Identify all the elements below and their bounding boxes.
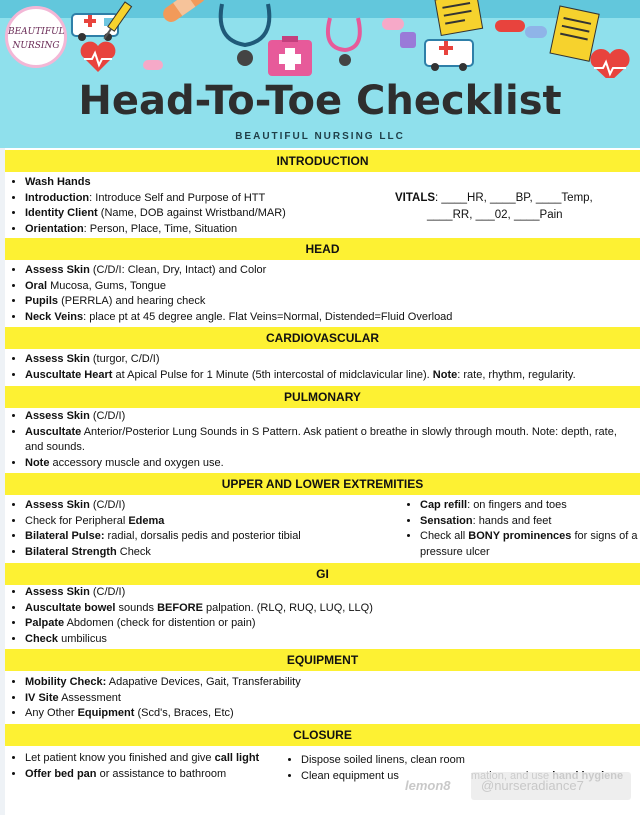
list-item: • IV Site Assessment [25,691,625,707]
notepad-icon [550,6,599,61]
stethoscope-icon [328,18,360,66]
list-item: • Auscultate Anterior/Posterior Lung Sounds in S Pattern. Ask patient o breathe in slowly through mouth. Note: depth, rate, and sounds. [25,425,637,456]
stethoscope-icon [221,4,270,66]
pulmonary-list [5,409,637,471]
list-item: • Assess Skin (C/D/I) [25,409,637,425]
section-heading-extremities: UPPER AND LOWER EXTREMITIES [5,473,640,495]
page-title: Head-To-Toe Checklist [78,78,562,124]
list-item: • Auscultate bowel sounds BEFORE palpation. (RLQ, RUQ, LUQ, LLQ) [25,601,625,617]
extremities-list-right [400,498,640,560]
ambulance-icon [425,40,473,71]
watermark-handle: @nurseradiance7 [471,772,631,800]
list-item: • Note accessory muscle and oxygen use. [25,456,637,472]
extremities-list-left [5,498,415,560]
introduction-list [5,175,395,237]
list-item: • Wash Hands [25,175,395,191]
heart-icon [590,49,629,78]
list-item: • Identity Client (Name, DOB against Wristband/MAR) [25,206,395,222]
list-item: • Clean equipment us [301,769,640,785]
bandage-icon [160,0,208,25]
section-heading-head: HEAD [5,238,640,260]
pill-icon [382,18,416,48]
section-heading-pulmonary: PULMONARY [5,386,640,408]
section-heading-introduction: INTRODUCTION [5,150,640,172]
list-item: • Mobility Check: Adapative Devices, Gait, Transferability [25,675,625,691]
logo-text: NURSING [12,41,60,51]
capsule-icon [495,20,547,38]
section-heading-cardiovascular: CARDIOVASCULAR [5,327,640,349]
gi-list [5,585,625,647]
list-item: • Offer bed pan or assistance to bathroom [25,767,305,783]
section-heading-equipment: EQUIPMENT [5,649,640,671]
page-subtitle: BEAUTIFUL NURSING LLC [235,131,405,142]
section-heading-closure: CLOSURE [5,724,640,746]
list-item: • Oral Mucosa, Gums, Tongue [25,279,635,295]
list-item: • Sensation: hands and feet [420,514,640,530]
list-item: • Neck Veins: place pt at 45 degree angle. Flat Veins=Normal, Distended=Fluid Overload [25,310,635,326]
list-item: • Assess Skin (C/D/I) [25,498,415,514]
vitals-label: VITALS [395,192,436,204]
medical-decorations [0,0,640,78]
list-item: • Auscultate Heart at Apical Pulse for 1 Minute (5th intercostal of midclavicular line). Note: rate, rhythm, regularity. [25,368,640,384]
list-item: • Check umbilicus [25,632,625,648]
list-item: • Check for Peripheral Edema [25,514,415,530]
header-banner [0,0,640,148]
equipment-list [5,675,625,722]
list-item: • Check all BONY prominences for signs of a pressure ulcer [420,529,640,560]
watermark [405,772,625,802]
list-item: • Assess Skin (C/D/I: Clean, Dry, Intact) and Color [25,263,635,279]
list-item: • Bilateral Pulse: radial, dorsalis pedis and posterior tibial [25,529,415,545]
cardiovascular-list [5,352,640,383]
watermark-brand: lemon8 [405,778,451,793]
clipboard-icon [435,0,483,35]
list-item: • Cap refill: on fingers and toes [420,498,640,514]
list-item: • Let patient know you finished and give call light [25,751,305,767]
vitals-line: : ____HR, ____BP, ____Temp, [435,192,593,204]
list-item: • Pupils (PERRLA) and hearing check [25,294,635,310]
logo-text: BEAUTIFUL [8,27,65,37]
list-item: • Orientation: Person, Place, Time, Situation [25,222,395,238]
list-item: • Bilateral Strength Check [25,545,415,561]
head-list [5,263,635,325]
list-item: • Assess Skin (C/D/I) [25,585,625,601]
closure-list-left [5,751,305,782]
brand-logo [5,6,67,68]
list-item: • Introduction: Introduce Self and Purpose of HTT [25,191,395,207]
list-item: • Assess Skin (turgor, C/D/I) [25,352,640,368]
pill-icon [143,60,163,70]
vitals-line: ____RR, ___02, ____Pain [427,209,563,221]
heart-icon [81,42,116,72]
list-item: • Palpate Abdomen (check for distention or pain) [25,616,625,632]
section-heading-gi: GI [5,563,640,585]
list-item: • Dispose soiled linens, clean room [301,753,640,769]
vitals-block [395,190,635,224]
list-item: • Any Other Equipment (Scd's, Braces, Etc) [25,706,625,722]
first-aid-kit-icon [268,36,312,76]
